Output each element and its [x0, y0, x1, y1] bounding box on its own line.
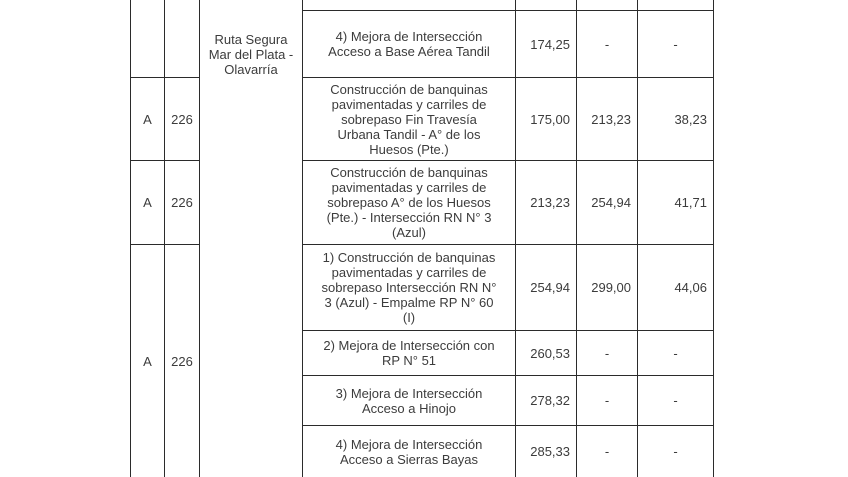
- row-description: 4) Mejora de Intersección Acceso a Sierras Bayas: [335, 436, 483, 467]
- category: A: [143, 195, 152, 210]
- length-km: 38,23: [674, 111, 707, 127]
- row-description: Construcción de banquinas pavimentadas y carriles de sobrepaso Fin Travesía Urbana Tandil - A° de los Huesos (Pte.): [330, 81, 488, 157]
- km-from: 174,25: [530, 36, 570, 52]
- km-to: -: [604, 36, 610, 52]
- route-name: Ruta Segura Mar del Plata - Olavarría: [208, 31, 294, 77]
- km-to: 213,23: [591, 111, 631, 127]
- length-km: 41,71: [674, 195, 707, 210]
- km-from: 260,53: [530, 345, 570, 361]
- km-to: -: [604, 393, 610, 408]
- row-description: Construcción de banquinas pavimentadas y carriles de sobrepaso A° de los Huesos (Pte.) - Intersección RN N° 3 (Azul): [326, 165, 492, 240]
- length-km: 44,06: [674, 280, 707, 295]
- category: A: [143, 353, 152, 369]
- row-description: 2) Mejora de Intersección con RP N° 51: [323, 338, 495, 368]
- km-from: 278,32: [530, 393, 570, 408]
- row-description: 4) Mejora de Intersección Acceso a Base Aérea Tandil: [328, 29, 490, 59]
- route-number: 226: [171, 353, 193, 369]
- route-number: 226: [171, 195, 193, 210]
- km-from: 213,23: [530, 195, 570, 210]
- km-from: 175,00: [530, 111, 570, 127]
- length-km: -: [673, 36, 678, 52]
- km-from: 285,33: [530, 444, 570, 459]
- length-km: -: [673, 345, 678, 361]
- length-km: -: [673, 393, 678, 408]
- category: A: [143, 111, 152, 127]
- row-description: 3) Mejora de Intersección Acceso a Hinojo: [335, 385, 483, 416]
- km-to: -: [604, 444, 610, 459]
- length-km: -: [673, 444, 678, 459]
- km-from: 254,94: [530, 280, 570, 295]
- km-to: 299,00: [591, 280, 631, 295]
- row-description: 1) Construcción de banquinas pavimentadas y carriles de sobrepaso Intersección RN N° 3 (Azul) - Empalme RP N° 60 (I): [321, 250, 497, 325]
- table-border-right: [713, 0, 714, 477]
- route-number: 226: [171, 111, 193, 127]
- km-to: -: [604, 345, 610, 361]
- km-to: 254,94: [591, 195, 631, 210]
